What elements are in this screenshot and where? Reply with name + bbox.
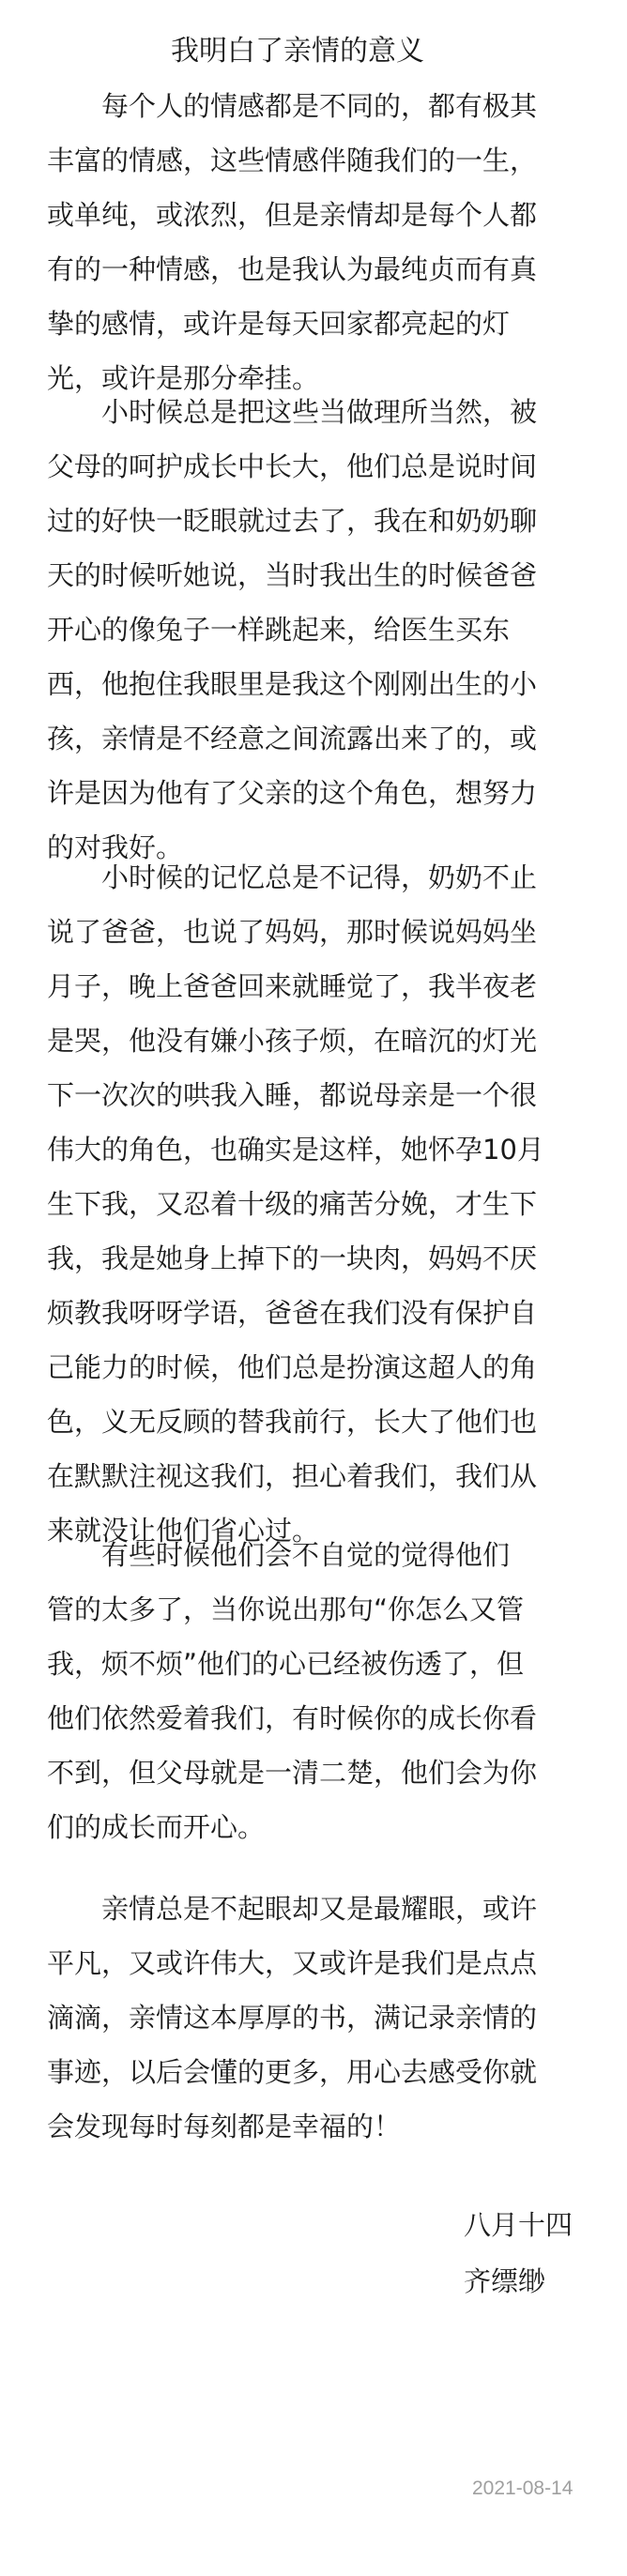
article-title: 我明白了亲情的意义 <box>171 35 424 68</box>
author-name: 齐缥缈 <box>464 2265 546 2297</box>
paragraph-4: 有些时候他们会不自觉的觉得他们 管的太多了，当你说出那句“你怎么又管 我，烦不烦”他们的心已经被伤透了，但 他们依然爱着我们，有时候你的成长你看 不到，但父母就是一清二楚，他们会为你 们的成长而开心。 <box>47 1539 538 1843</box>
publish-timestamp: 2021-08-14 <box>472 2477 573 2499</box>
closing-date: 八月十四 <box>464 2209 573 2241</box>
paragraph-3: 小时候的记忆总是不记得，奶奶不止 说了爸爸，也说了妈妈，那时候说妈妈坐 月子，晚上爸爸回来就睡觉了，我半夜老 是哭，他没有嫌小孩子烦，在暗沉的灯光 下一次次的哄我入睡，都说母亲是一个很 伟大的角色，也确实是这样，她怀孕10月 生下我，又忍着十级的痛苦分娩，才生下 我，我是她身上掉下的一块肉，妈妈不厌 烦教我呀呀学语，爸爸在我们没有保护自 己能力的时候，他们总是扮演这超人的角 色，义无反顾的替我前行，长大了他们也 在默默注视这我们，担心着我们，我们从 来就没让他们省心过。 <box>47 861 544 1547</box>
paragraph-2: 小时候总是把这些当做理所当然，被 父母的呵护成长中长大，他们总是说时间 过的好快一眨眼就过去了，我在和奶奶聊 天的时候听她说，当时我出生的时候爸爸 开心的像兔子一样跳起来，给医生买东 西，他抱住我眼里是我这个刚刚出生的小 孩，亲情是不经意之间流露出来了的，或 许是因为他有了父亲的这个角色，想努力 的对我好。 <box>47 396 538 863</box>
paragraph-5: 亲情总是不起眼却又是最耀眼，或许 平凡，又或许伟大，又或许是我们是点点 滴滴，亲情这本厚厚的书，满记录亲情的 事迹，以后会懂的更多，用心去感受你就 会发现每时每刻都是幸福的！ <box>47 1893 538 2142</box>
paragraph-1: 每个人的情感都是不同的，都有极其 丰富的情感，这些情感伴随我们的一生， 或单纯，或浓烈，但是亲情却是每个人都 有的一种情感，也是我认为最纯贞而有真 挚的感情，或许是每天回家都亮起的灯 光，或许是那分牵挂。 <box>47 90 538 394</box>
